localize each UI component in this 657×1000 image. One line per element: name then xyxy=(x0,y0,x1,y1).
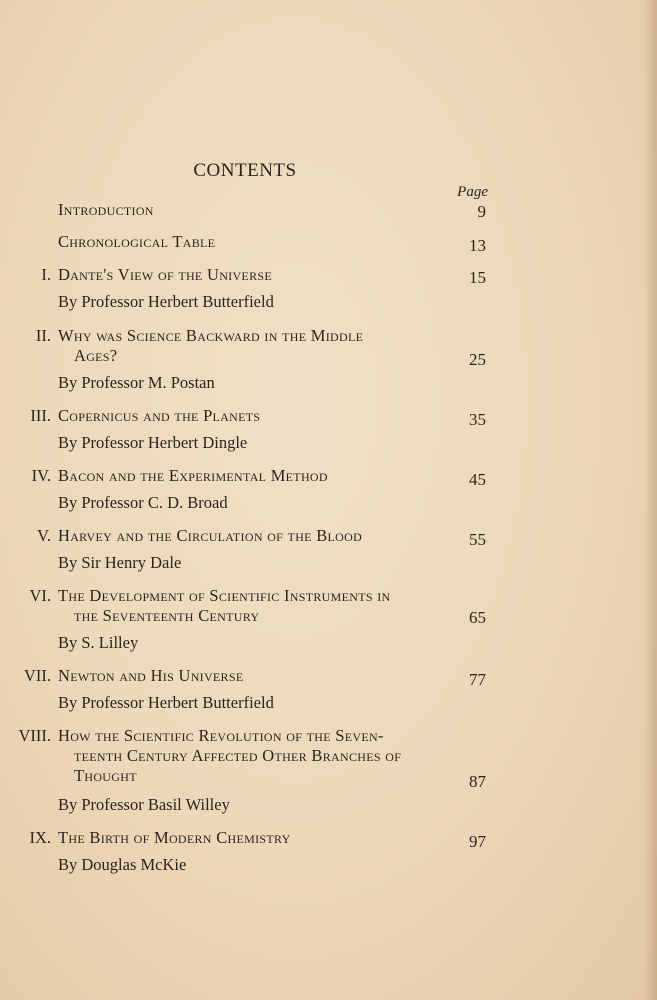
chapter-title xyxy=(58,232,453,252)
chapter-title-line: Dante's View of the Universe xyxy=(58,265,272,284)
page-number: 35 xyxy=(469,410,486,429)
chapter-title-line: The Birth of Modern Chemistry xyxy=(58,828,291,847)
chapter-title xyxy=(58,406,453,426)
chapter-title xyxy=(58,666,453,686)
chapter-title-line: Thought xyxy=(74,766,137,785)
page-number: 25 xyxy=(469,350,486,369)
chapter-title-line: teenth Century Affected Other Branches of xyxy=(74,746,402,765)
page-number: 65 xyxy=(469,608,486,627)
chapter-title-line: Why was Science Backward in the Middle xyxy=(58,326,364,345)
chapter-author: By Professor C. D. Broad xyxy=(58,493,228,512)
chapter-title-line: Newton and His Universe xyxy=(58,666,244,685)
page-number: 9 xyxy=(477,202,486,221)
chapter-title-line: Introduction xyxy=(58,200,154,219)
chapter-title xyxy=(58,828,453,848)
chapter-number: VI. xyxy=(29,586,51,605)
chapter-author: By Professor Herbert Butterfield xyxy=(58,292,274,311)
chapter-number: IV. xyxy=(31,466,51,485)
chapter-title xyxy=(58,586,453,626)
page-number: 55 xyxy=(469,530,486,549)
chapter-author: By Douglas McKie xyxy=(58,855,187,874)
contents-heading: CONTENTS xyxy=(193,160,297,181)
page-number: 45 xyxy=(469,470,486,489)
chapter-title-line: Copernicus and the Planets xyxy=(58,406,261,425)
chapter-number: II. xyxy=(35,326,51,345)
chapter-title xyxy=(58,466,453,486)
chapter-title-line: Ages? xyxy=(74,346,118,365)
chapter-number: I. xyxy=(41,265,51,284)
chapter-number: VII. xyxy=(23,666,51,685)
chapter-number: III. xyxy=(30,406,51,425)
chapter-title-line: Chronological Table xyxy=(58,232,216,251)
chapter-author: By Professor Herbert Butterfield xyxy=(58,693,274,712)
page-number: 15 xyxy=(469,268,486,287)
chapter-title xyxy=(58,726,453,786)
chapter-title xyxy=(58,526,453,546)
chapter-title-line: How the Scientific Revolution of the Seven- xyxy=(58,726,384,745)
chapter-number: V. xyxy=(37,526,51,545)
chapter-title xyxy=(58,200,453,220)
page-number: 97 xyxy=(469,832,486,851)
chapter-title-line: Bacon and the Experimental Method xyxy=(58,466,328,485)
chapter-author: By Professor Herbert Dingle xyxy=(58,433,248,452)
page-number: 77 xyxy=(469,670,486,689)
page-edge-shadow xyxy=(643,0,657,1000)
chapter-title xyxy=(58,326,453,366)
chapter-author: By S. Lilley xyxy=(58,633,139,652)
chapter-number: VIII. xyxy=(18,726,51,745)
page-column-label: Page xyxy=(457,184,488,200)
chapter-title-line: the Seventeenth Century xyxy=(74,606,260,625)
chapter-title xyxy=(58,265,453,285)
chapter-number: IX. xyxy=(29,828,51,847)
chapter-author: By Professor Basil Willey xyxy=(58,795,230,814)
chapter-author: By Sir Henry Dale xyxy=(58,553,182,572)
chapter-title-line: Harvey and the Circulation of the Blood xyxy=(58,526,363,545)
page-number: 87 xyxy=(469,772,486,791)
chapter-author: By Professor M. Postan xyxy=(58,373,215,392)
chapter-title-line: The Development of Scientific Instruments in xyxy=(58,586,391,605)
page-number: 13 xyxy=(469,236,486,255)
